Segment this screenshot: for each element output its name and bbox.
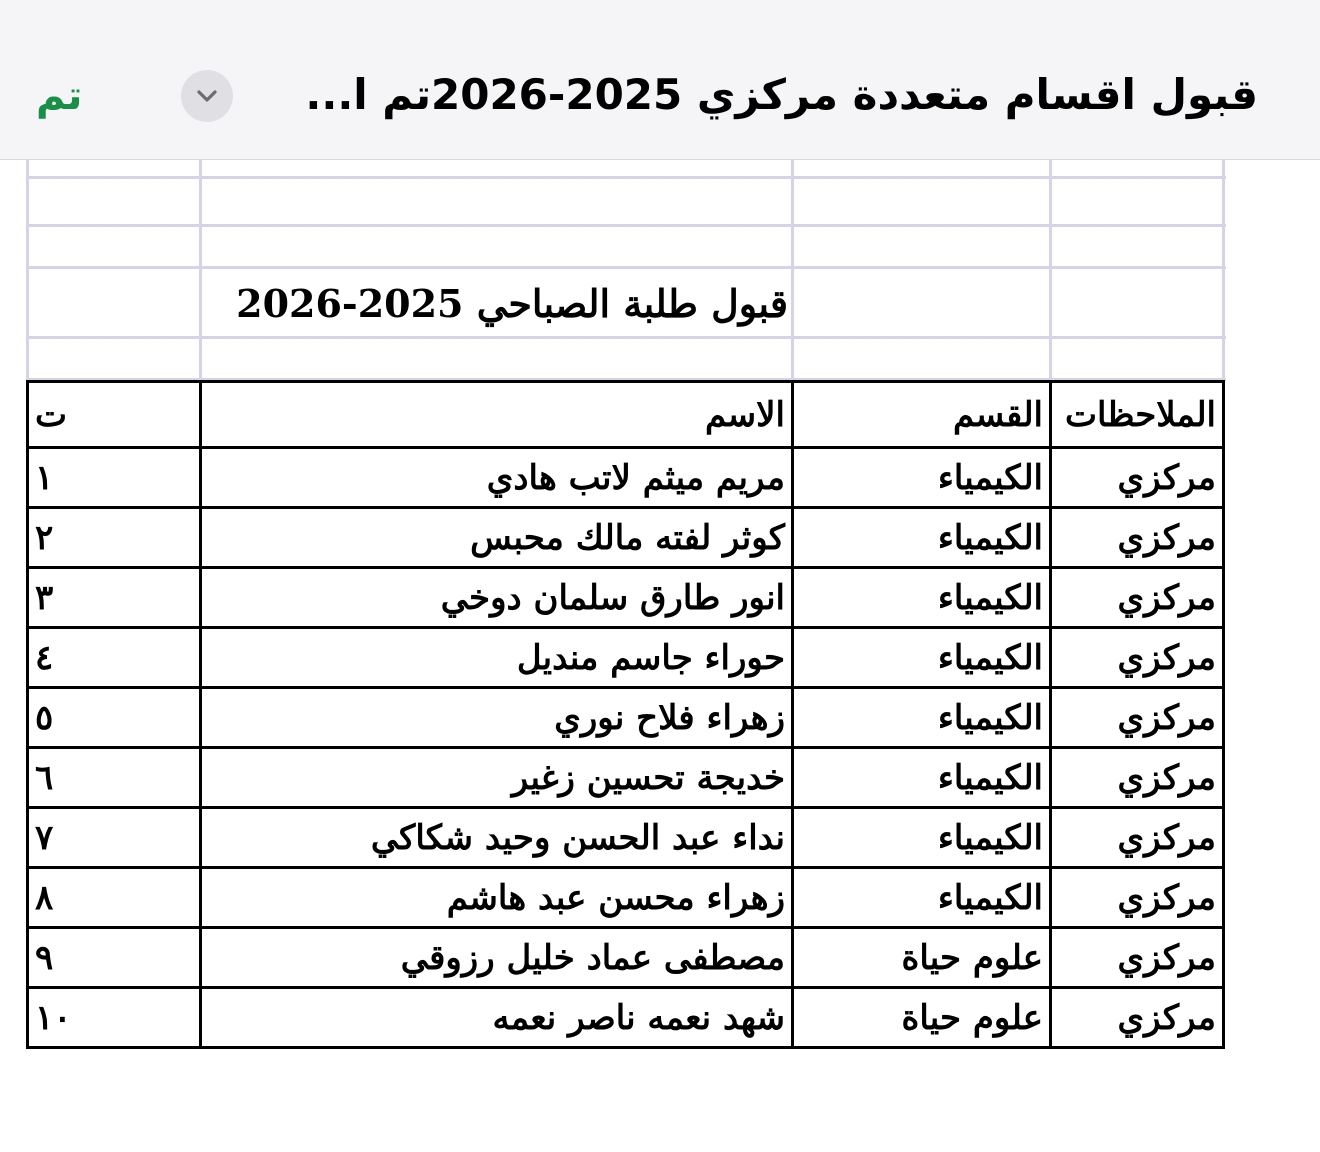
title-menu-button[interactable]: [181, 70, 233, 122]
cell-seq[interactable]: ٢: [28, 508, 201, 568]
cell-notes[interactable]: مركزي: [1051, 448, 1224, 508]
cell-department[interactable]: الكيمياء: [793, 508, 1051, 568]
gridline: [1222, 160, 1225, 380]
table-row: [28, 568, 1224, 628]
table-row: [28, 688, 1224, 748]
cell-seq[interactable]: ٣: [28, 568, 201, 628]
cell-department[interactable]: الكيمياء: [793, 868, 1051, 928]
gridline: [26, 266, 1226, 269]
cell-seq[interactable]: ٨: [28, 868, 201, 928]
table-header-row: [28, 382, 1224, 448]
cell-department[interactable]: الكيمياء: [793, 748, 1051, 808]
document-title: قبول اقسام متعددة مركزي 2025-2026تم ا...: [305, 70, 1258, 119]
cell-notes[interactable]: مركزي: [1051, 508, 1224, 568]
gridline: [26, 336, 1226, 339]
header-notes[interactable]: الملاحظات: [1051, 382, 1224, 448]
cell-notes[interactable]: مركزي: [1051, 928, 1224, 988]
table-row: [28, 988, 1224, 1048]
gridline: [26, 224, 1226, 227]
cell-name[interactable]: نداء عبد الحسن وحيد شكاكي: [201, 808, 793, 868]
table-row: [28, 628, 1224, 688]
cell-name[interactable]: حوراء جاسم منديل: [201, 628, 793, 688]
top-toolbar: [0, 0, 1320, 160]
done-button[interactable]: تم: [36, 73, 83, 119]
cell-seq[interactable]: ٥: [28, 688, 201, 748]
cell-notes[interactable]: مركزي: [1051, 628, 1224, 688]
header-name[interactable]: الاسم: [201, 382, 793, 448]
table-row: [28, 508, 1224, 568]
chevron-down-icon: [194, 84, 220, 108]
cell-notes[interactable]: مركزي: [1051, 748, 1224, 808]
cell-seq[interactable]: ١٠: [28, 988, 201, 1048]
cell-name[interactable]: زهراء فلاح نوري: [201, 688, 793, 748]
cell-seq[interactable]: ١: [28, 448, 201, 508]
gridline: [26, 160, 29, 380]
cell-seq[interactable]: ٤: [28, 628, 201, 688]
cell-notes[interactable]: مركزي: [1051, 688, 1224, 748]
cell-department[interactable]: الكيمياء: [793, 808, 1051, 868]
table-row: [28, 868, 1224, 928]
cell-name[interactable]: انور طارق سلمان دوخي: [201, 568, 793, 628]
cell-name[interactable]: كوثر لفته مالك محبس: [201, 508, 793, 568]
table-row: [28, 748, 1224, 808]
gridline: [1049, 160, 1052, 380]
students-table: [26, 380, 1225, 1049]
cell-notes[interactable]: مركزي: [1051, 808, 1224, 868]
cell-notes[interactable]: مركزي: [1051, 988, 1224, 1048]
cell-name[interactable]: شهد نعمه ناصر نعمه: [201, 988, 793, 1048]
table-row: [28, 448, 1224, 508]
gridline: [791, 160, 794, 380]
cell-seq[interactable]: ٩: [28, 928, 201, 988]
cell-department[interactable]: علوم حياة: [793, 988, 1051, 1048]
cell-name[interactable]: مريم ميثم لاتب هادي: [201, 448, 793, 508]
sheet-title: قبول طلبة الصباحي 2025-2026: [236, 281, 788, 326]
gridline: [26, 176, 1226, 179]
cell-notes[interactable]: مركزي: [1051, 568, 1224, 628]
cell-name[interactable]: زهراء محسن عبد هاشم: [201, 868, 793, 928]
gridline: [199, 160, 202, 380]
cell-name[interactable]: مصطفى عماد خليل رزوقي: [201, 928, 793, 988]
table-row: [28, 808, 1224, 868]
header-department[interactable]: القسم: [793, 382, 1051, 448]
cell-department[interactable]: الكيمياء: [793, 688, 1051, 748]
cell-department[interactable]: علوم حياة: [793, 928, 1051, 988]
cell-department[interactable]: الكيمياء: [793, 448, 1051, 508]
cell-department[interactable]: الكيمياء: [793, 628, 1051, 688]
cell-department[interactable]: الكيمياء: [793, 568, 1051, 628]
header-seq[interactable]: ت: [28, 382, 201, 448]
cell-notes[interactable]: مركزي: [1051, 868, 1224, 928]
cell-name[interactable]: خديجة تحسين زغير: [201, 748, 793, 808]
table-row: [28, 928, 1224, 988]
cell-seq[interactable]: ٦: [28, 748, 201, 808]
cell-seq[interactable]: ٧: [28, 808, 201, 868]
